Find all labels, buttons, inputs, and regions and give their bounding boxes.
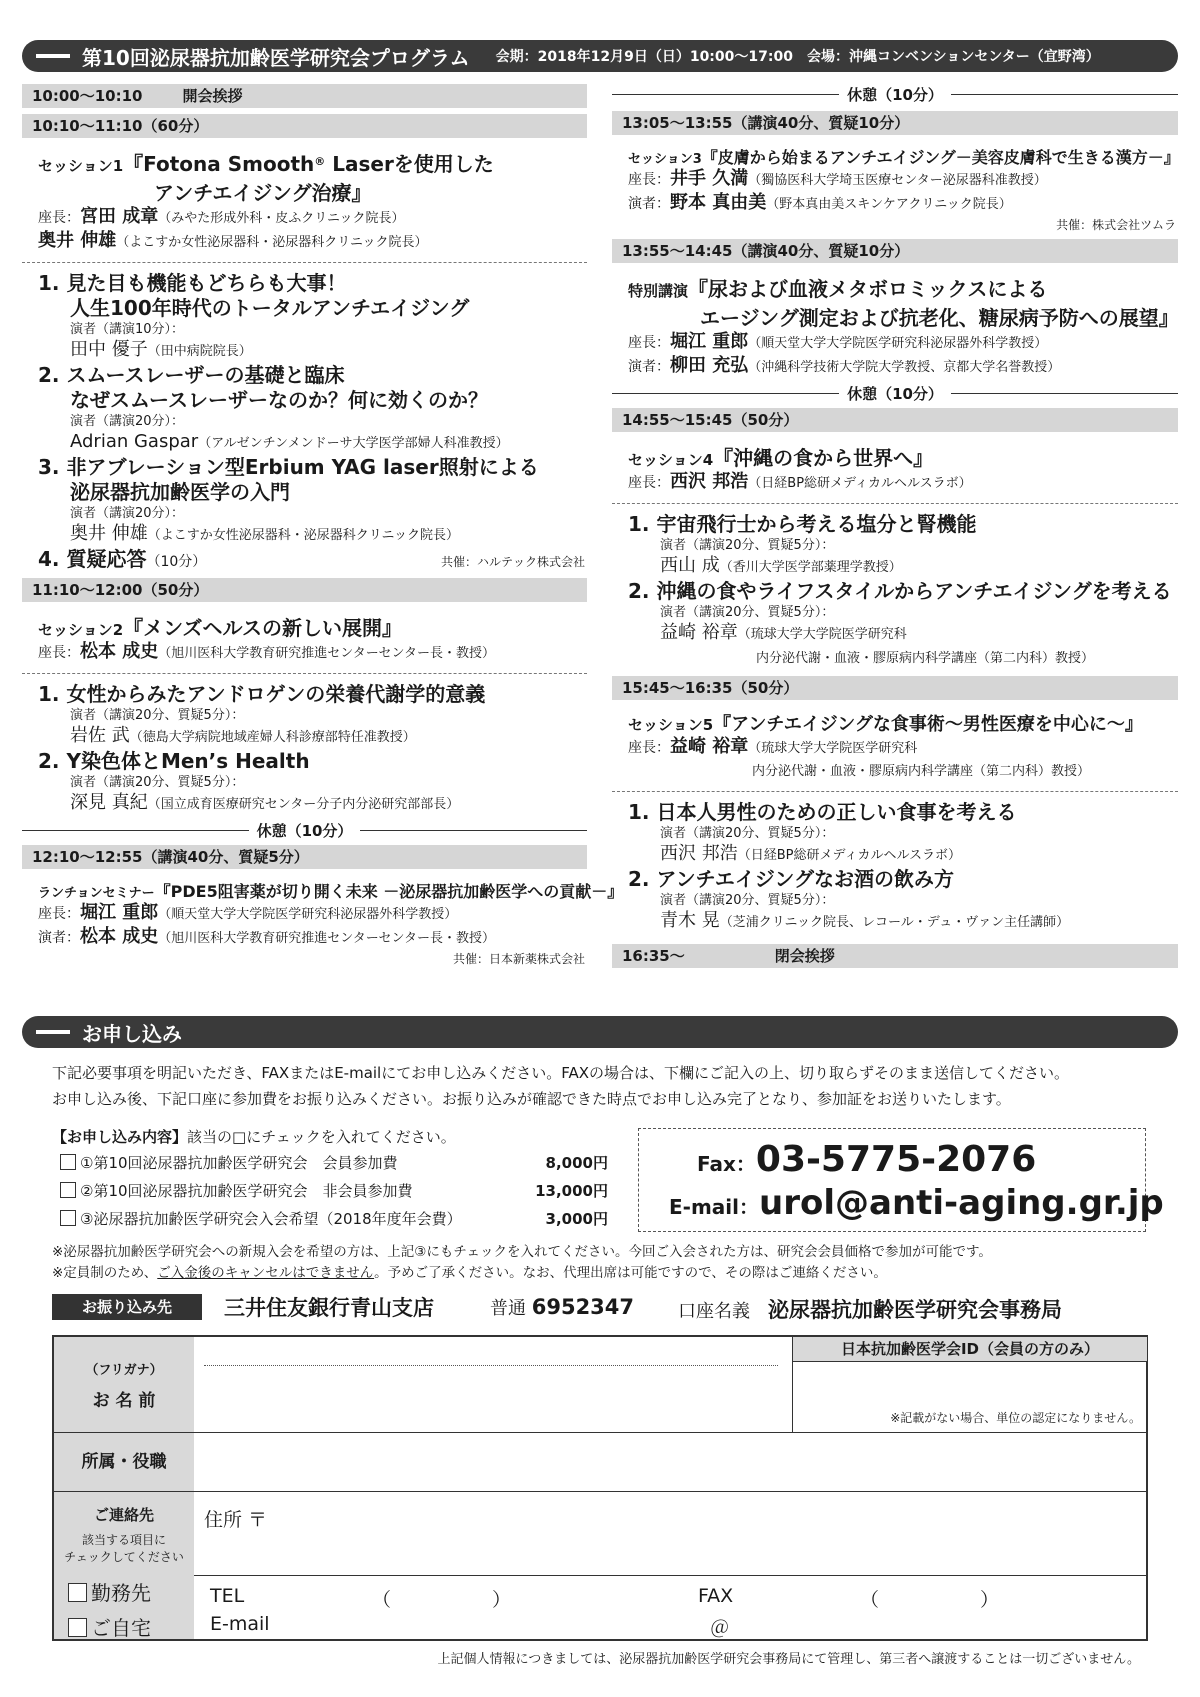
speaker-label: 演者（講演20分、質疑5分）：: [660, 538, 835, 553]
left-column: [22, 84, 624, 967]
affiliation-input[interactable]: [194, 1433, 1146, 1491]
tel-label[interactable]: TEL: [210, 1585, 245, 1607]
session-label: セッション1: [38, 157, 124, 175]
fax-label: Fax：: [697, 1152, 756, 1176]
person-name: 奥井 伸雄: [70, 523, 148, 544]
talk-item: [612, 867, 1178, 934]
affiliation: （日経BP総研メディカルヘルスラボ）: [737, 848, 962, 863]
home-label: ご自宅: [91, 1616, 151, 1640]
affiliation: （旭川医科大学教育研究推進センターセンター長・教授）: [158, 931, 495, 946]
talk-title: 1. 宇宙飛行士から考える塩分と腎機能: [628, 512, 977, 536]
person-name: 堀江 重郎: [670, 331, 749, 352]
speaker-label: 演者（講演20分、質疑5分）：: [660, 893, 835, 908]
sponsor: 共催：株式会社ツムラ: [1056, 218, 1176, 232]
speaker: [628, 622, 1178, 646]
break-divider: [22, 820, 587, 841]
option-row[interactable]: [60, 1208, 608, 1229]
time-label: 15:45～16:35（50分）: [622, 679, 799, 697]
speaker-label: 演者（講演20分）：: [70, 414, 185, 429]
qa-title: 4. 質疑応答: [38, 547, 147, 571]
session-title-part: 『沖縄の食から世界へ』: [713, 446, 934, 470]
member-id-label: 日本抗加齢医学会ID（会員の方のみ）: [793, 1337, 1147, 1362]
option-row[interactable]: [60, 1180, 608, 1201]
affiliation: （琉球大学大学院医学研究科: [737, 627, 907, 642]
apply-title: お申し込み: [82, 1021, 182, 1046]
option-label: ③泌尿器抗加齢医学研究会入会希望（2018年度年会費）: [80, 1210, 462, 1228]
affiliation: 内分泌代謝・血液・膠原病内科学講座（第二内科）教授）: [756, 651, 1095, 666]
program-meta: 会期：2018年12月9日（日）10:00～17:00 会場：沖縄コンベンションセンター（宜野湾）: [495, 49, 1100, 65]
role-label: 座長：: [628, 740, 670, 756]
member-id-note: ※記載がない場合、単位の認定になりません。: [890, 1411, 1141, 1425]
checkbox[interactable]: [60, 1182, 76, 1198]
work-option[interactable]: [54, 1577, 194, 1606]
affiliation: （田中病院院長）: [147, 344, 252, 359]
person-name: 益崎 裕章: [660, 622, 738, 643]
email-address[interactable]: urol@anti-aging.gr.jp: [759, 1183, 1164, 1223]
affiliation: （順天堂大学大学院医学研究科泌尿器外科学教授）: [158, 907, 458, 922]
break-label: 休憩（10分）: [847, 385, 943, 403]
affiliation: （沖縄科学技術大学院大学教授、京都大学名誉教授）: [748, 360, 1061, 375]
time-bar: [612, 239, 1178, 263]
fax-number: 03-5775-2076: [755, 1139, 1037, 1180]
role-label: 座長：: [38, 210, 80, 226]
talk-title: 1. 女性からみたアンドロゲンの栄養代謝学的意義: [38, 682, 486, 706]
dotted-divider: [612, 791, 1178, 792]
chair: [612, 736, 1178, 760]
option-row[interactable]: [60, 1152, 608, 1173]
checkbox[interactable]: [60, 1210, 76, 1226]
contact-note: 該当する項目に: [81, 1533, 166, 1547]
note-emphasis: ご入金後のキャンセルはできません: [157, 1265, 375, 1281]
session-title-part: 『メンズヘルスの新しい展開』: [123, 616, 402, 640]
talk-item: [22, 682, 587, 749]
bank-name: 三井住友銀行青山支店: [224, 1296, 434, 1320]
affiliation: （アルゼンチンメンドーサ大学医学部婦人科准教授）: [198, 436, 509, 451]
checkbox[interactable]: [60, 1154, 76, 1170]
bank-account: [490, 1294, 634, 1320]
speaker: [38, 792, 587, 816]
session-title-line2: [612, 302, 1178, 331]
qa-item: [22, 547, 587, 572]
slot-label: 開会挨拶: [182, 87, 243, 105]
session-title-part: エージング測定および抗老化、糖尿病予防への展望』: [700, 306, 1179, 330]
row-divider: [54, 1491, 1146, 1492]
break-label: 休憩（10分）: [256, 822, 353, 840]
time-bar: [612, 111, 1178, 135]
speaker-label: 演者（講演20分、質疑5分）：: [70, 708, 245, 723]
chair: [22, 230, 587, 254]
affiliation: （みやた形成外科・皮ふクリニック院長）: [158, 211, 405, 226]
talk-title: 2. 沖縄の食やライフスタイルからアンチエイジングを考える: [628, 579, 1172, 603]
option-price: 8,000円: [545, 1154, 608, 1172]
checkbox[interactable]: [68, 1618, 87, 1637]
tel-paren-close: ）: [492, 1589, 512, 1611]
time-bar: [22, 84, 587, 108]
session-title-part: Laserを使用した: [325, 152, 494, 176]
dotted-divider: [22, 673, 587, 674]
person-name: 西沢 邦浩: [660, 843, 738, 864]
time-bar: [612, 408, 1178, 432]
time-label: 12:10～12:55（講演40分、質疑5分）: [32, 848, 309, 866]
talk-title-line2: 人生100年時代のトータルアンチエイジング: [70, 296, 470, 320]
person-name: 田中 優子: [70, 339, 148, 360]
session-title-line2: アンチエイジング治療』: [154, 181, 372, 205]
person-name: 西沢 邦浩: [670, 471, 749, 492]
session-label: セッション5: [628, 716, 714, 734]
person-name: 西山 成: [660, 555, 720, 576]
session-label: セッション3: [628, 152, 702, 167]
affiliation: （よこすか女性泌尿器科・泌尿器科クリニック院長）: [147, 528, 459, 543]
session-title-part: 『アンチエイジングな食事術～男性医療を中心に～』: [713, 714, 1143, 735]
affiliation-line2: [628, 646, 1178, 670]
speaker: [38, 725, 587, 749]
role-label: 座長：: [628, 475, 670, 491]
application-form: [52, 1335, 1148, 1641]
session-title: [612, 442, 1178, 471]
talk-item: [22, 455, 587, 547]
affiliation: （よこすか女性泌尿器科・泌尿器科クリニック院長）: [116, 235, 428, 250]
speaker-label: 演者（講演20分）：: [70, 506, 185, 521]
person-name: 野本 真由美: [670, 192, 767, 213]
dotted-divider: [612, 503, 1178, 504]
affiliation: （国立成育医療研究センター分子内分泌研究部部長）: [147, 797, 460, 812]
speaker-label: 演者（講演10分）：: [70, 322, 185, 337]
speaker: [628, 843, 1178, 867]
time-bar: [22, 578, 587, 602]
email-field-label[interactable]: E-mail: [210, 1613, 270, 1635]
chair: [22, 206, 587, 230]
work-label: 勤務先: [91, 1581, 151, 1605]
chair: [612, 471, 1178, 495]
time-label: 16:35～: [622, 947, 685, 965]
tel-paren-open: （: [372, 1589, 392, 1611]
chair: [22, 641, 587, 665]
time-bar: [612, 676, 1178, 700]
name-label-cell: [54, 1337, 194, 1432]
sponsor: 共催：日本新薬株式会社: [452, 952, 585, 966]
role-label: 演者：: [628, 359, 670, 375]
session-title-part: 『PDE5阻害薬が切り開く未来 －泌尿器抗加齢医学への貢献－』: [154, 882, 624, 901]
bank-label: お振り込み先: [52, 1294, 202, 1320]
affiliation: （獨協医科大学埼玉医療センター泌尿器科准教授）: [748, 173, 1047, 188]
person-name: 堀江 重郎: [80, 902, 159, 923]
holder-label: 口座名義: [678, 1301, 750, 1322]
speaker: [38, 431, 587, 455]
apply-intro-line1: 下記必要事項を明記いただき、FAXまたはE-mailにてお申し込みください。FAXの場合は、下欄にご記入の上、切り取らずそのまま送信してください。: [52, 1064, 1070, 1082]
session-label: 特別講演: [628, 282, 689, 300]
break-divider: [612, 84, 1178, 105]
chair: [612, 331, 1178, 355]
talk-item: [22, 271, 587, 363]
contact-note: チェックしてください: [64, 1550, 184, 1564]
affiliation-label: 所属・役職: [54, 1433, 194, 1491]
chair: [22, 902, 587, 926]
content-note: 該当の□にチェックを入れてください。: [187, 1128, 456, 1146]
option-price: 3,000円: [545, 1210, 608, 1228]
program-header: [22, 40, 1178, 72]
home-option[interactable]: [54, 1612, 194, 1641]
registered-mark: ®: [314, 155, 326, 168]
time-label: 14:55～15:45（50分）: [622, 411, 799, 429]
email-label: E-mail：: [669, 1195, 760, 1219]
option-label: ②第10回泌尿器抗加齢医学研究会 非会員参加費: [80, 1182, 413, 1200]
session-title-part: 『Fotona Smooth: [123, 152, 315, 176]
session-title: [22, 612, 587, 641]
speaker: [612, 355, 1178, 379]
option-label: ①第10回泌尿器抗加齢医学研究会 会員参加費: [80, 1154, 398, 1172]
apply-note2: [52, 1261, 887, 1281]
time-bar: [22, 114, 587, 138]
furigana-label: （フリガナ）: [85, 1363, 163, 1378]
speaker-label: 演者（講演20分、質疑5分）：: [70, 775, 245, 790]
privacy-note: 上記個人情報につきましては、泌尿器抗加齢医学研究会事務局にて管理し、第三者へ譲渡することは一切ございません。: [437, 1652, 1140, 1667]
contact-label: ご連絡先: [93, 1506, 154, 1524]
apply-header: [22, 1016, 1178, 1048]
person-name: 奥井 伸雄: [38, 230, 117, 251]
qa-duration: （10分）: [146, 554, 207, 570]
talk-title: 3. 非アブレーション型Erbium YAG laser照射による: [38, 455, 539, 479]
role-label: 座長：: [628, 335, 670, 351]
member-id-cell[interactable]: [792, 1337, 1147, 1432]
account-number: 6952347: [531, 1295, 635, 1319]
session-label: セッション2: [38, 621, 124, 639]
person-name: 宮田 成章: [80, 206, 159, 227]
time-label: 11:10～12:00（50分）: [32, 581, 209, 599]
chair: [612, 168, 1178, 192]
affiliation-line2: [612, 760, 1178, 783]
fax-field-label[interactable]: FAX: [698, 1585, 734, 1607]
affiliation: （日経BP総研メディカルヘルスラボ）: [748, 476, 972, 491]
speaker-label: 演者（講演20分、質疑5分）：: [660, 605, 835, 620]
sponsor: 共催：ハルテック株式会社: [440, 555, 585, 569]
apply-intro-line2: お申し込み後、下記口座に参加費をお振り込みください。お振り込みが確認できた時点でお申し込み完了となり、参加証をお送りいたします。: [52, 1090, 1011, 1108]
person-name: 松本 成史: [80, 926, 159, 947]
email-line: [669, 1183, 1164, 1223]
speaker: [22, 926, 587, 950]
apply-note1: ※泌尿器抗加齢医学研究会への新規入会を希望の方は、上記③にもチェックを入れてください。今回ご入会された方は、研究会会員価格で参加が可能です。: [52, 1244, 992, 1260]
checkbox[interactable]: [68, 1583, 87, 1602]
slot-label: 閉会挨拶: [774, 947, 835, 965]
time-label: 10:00～10:10: [32, 87, 143, 105]
affiliation: （徳島大学病院地域産婦人科診療部特任准教授）: [129, 730, 416, 745]
person-name: 益崎 裕章: [670, 736, 749, 757]
header-dash: [36, 54, 70, 58]
person-name: 柳田 充弘: [670, 355, 749, 376]
person-name: 井手 久満: [670, 168, 749, 189]
talk-title: 2. アンチエイジングなお酒の飲み方: [628, 867, 954, 891]
session-title: [22, 879, 624, 902]
role-label: 座長：: [628, 172, 670, 188]
talk-title: 1. 見た目も機能もどちらも大事！: [38, 271, 347, 295]
affiliation: （旭川医科大学教育研究推進センターセンター長・教授）: [158, 646, 495, 661]
time-label: 10:10～11:10（60分）: [32, 117, 209, 135]
furigana-input[interactable]: [204, 1365, 778, 1366]
affiliation: （琉球大学大学院医学研究科: [748, 741, 918, 756]
content-label: 【お申し込み内容】: [52, 1128, 188, 1146]
right-column: [612, 84, 1178, 968]
talk-item: [612, 512, 1178, 579]
talk-title: 1. 日本人男性のための正しい食事を考える: [628, 800, 1017, 824]
role-label: 演者：: [628, 196, 670, 212]
name-label: お 名 前: [92, 1391, 156, 1411]
affiliation: （芝浦クリニック院長、レコール・デュ・ヴァン主任講師）: [719, 915, 1070, 930]
talk-item: [612, 800, 1178, 867]
role-label: 座長：: [38, 906, 80, 922]
account-type: 普通: [490, 1298, 526, 1319]
person-name: 青木 晃: [660, 910, 720, 931]
session-title: [612, 710, 1178, 736]
break-label: 休憩（10分）: [847, 86, 943, 104]
session-title: [22, 148, 587, 177]
speaker: [612, 192, 1178, 216]
row-divider: [194, 1575, 1146, 1576]
holder-name: 泌尿器抗加齢医学研究会事務局: [768, 1298, 1062, 1322]
time-label: 13:55～14:45（講演40分、質疑10分）: [622, 242, 910, 260]
note-text: ※定員制のため、: [52, 1265, 158, 1281]
program-title: 第10回泌尿器抗加齢医学研究会プログラム: [82, 45, 470, 70]
affiliation: （順天堂大学大学院医学研究科泌尿器外科学教授）: [748, 336, 1048, 351]
fax-line: [697, 1139, 1036, 1180]
speaker: [628, 910, 1178, 934]
talk-title: 2. Y染色体とMen’s Health: [38, 749, 310, 773]
role-label: 座長：: [38, 645, 80, 661]
talk-item: [22, 749, 587, 816]
dotted-divider: [22, 262, 587, 263]
talk-item: [612, 579, 1178, 670]
content-heading: [52, 1126, 456, 1147]
person-name: 岩佐 武: [70, 725, 130, 746]
talk-title-line2: なぜスムースレーザーなのか？何に効くのか？: [70, 388, 488, 412]
break-divider: [612, 383, 1178, 404]
session-title: [612, 273, 1178, 302]
session-title: [612, 145, 1178, 168]
speaker: [38, 339, 587, 363]
speaker: [628, 555, 1178, 579]
header-dash: [36, 1030, 70, 1034]
session-label: セッション4: [628, 451, 714, 469]
time-label: 13:05～13:55（講演40分、質疑10分）: [622, 114, 910, 132]
contact-label-cell: [54, 1492, 194, 1639]
talk-title-line2: 泌尿器抗加齢医学の入門: [70, 480, 290, 504]
at-sign: ＠: [710, 1617, 730, 1639]
affiliation: 内分泌代謝・血液・膠原病内科学講座（第二内科）教授）: [752, 764, 1091, 779]
person-name: 松本 成史: [80, 641, 159, 662]
note-text: 。予めご了承ください。なお、代理出席は可能ですので、その際はご連絡ください。: [374, 1265, 887, 1281]
time-bar: [22, 845, 587, 869]
speaker-label: 演者（講演20分、質疑5分）：: [660, 826, 835, 841]
option-price: 13,000円: [535, 1182, 608, 1200]
time-bar: [612, 944, 1178, 968]
role-label: 演者：: [38, 930, 80, 946]
contact-box: [638, 1128, 1164, 1232]
speaker: [38, 523, 587, 547]
fax-paren-close: ）: [980, 1589, 1000, 1611]
talk-item: [22, 363, 587, 455]
address-label[interactable]: 住所 〒: [204, 1509, 268, 1531]
account-holder: [678, 1294, 1062, 1324]
affiliation: （香川大学医学部薬理学教授）: [719, 560, 902, 575]
session-title-part: 『皮膚から始まるアンチエイジング－美容皮膚科で生きる漢方－』: [701, 148, 1180, 167]
session-title-part: 『尿および血液メタボロミックスによる: [688, 277, 1048, 301]
session-label: ランチョンセミナー: [38, 886, 155, 901]
affiliation: （野本真由美スキンケアクリニック院長）: [766, 197, 1012, 212]
talk-title: 2. スムースレーザーの基礎と臨床: [38, 363, 345, 387]
person-name: Adrian Gaspar: [70, 431, 199, 452]
person-name: 深見 真紀: [70, 792, 148, 813]
fax-paren-open: （: [860, 1589, 880, 1611]
